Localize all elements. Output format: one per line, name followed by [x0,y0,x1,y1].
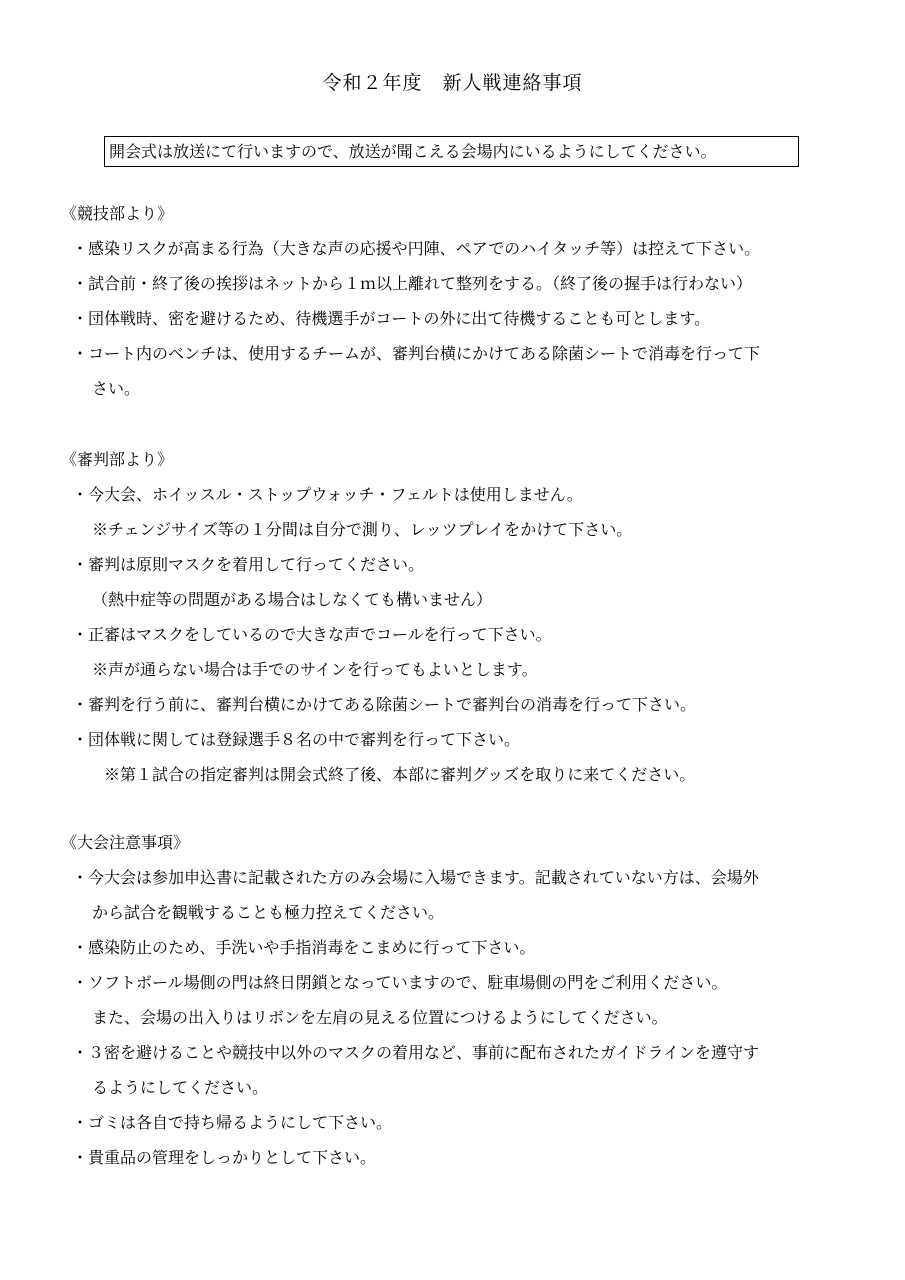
list-item-continuation: さい。 [92,379,141,398]
list-item: ・３密を避けることや競技中以外のマスクの着用など、事前に配布されたガイドラインを遵守す [72,1043,760,1062]
section-heading-tournament-notes: 《大会注意事項》 [61,833,190,852]
list-item: ・感染防止のため、手洗いや手指消毒をこまめに行って下さい。 [72,938,536,957]
opening-ceremony-notice-box: 開会式は放送にて行いますので、放送が聞こえる会場内にいるようにしてください。 [104,136,799,167]
list-item-continuation: また、会場の出入りはリボンを左肩の見える位置につけるようにしてください。 [92,1008,668,1027]
list-item-continuation: るようにしてください。 [92,1078,269,1097]
list-item: ・感染リスクが高まる行為（大きな声の応援や円陣、ペアでのハイタッチ等）は控えて下さい。 [72,239,761,258]
list-item: ・審判は原則マスクを着用して行ってください。 [72,555,425,574]
list-item: ・コート内のベンチは、使用するチームが、審判台横にかけてある除菌シートで消毒を行って下 [72,344,761,363]
list-item-note: ※声が通らない場合は手でのサインを行ってもよいとします。 [92,660,538,679]
list-item-note: ※チェンジサイズ等の１分間は自分で測り、レッツプレイをかけて下さい。 [92,520,633,539]
section-heading-competition: 《競技部より》 [61,204,174,223]
list-item: ・団体戦時、密を避けるため、待機選手がコートの外に出て待機することも可とします。 [72,309,711,328]
list-item: ・貴重品の管理をしっかりとして下さい。 [72,1148,377,1167]
page-title: 令和２年度 新人戦連絡事項 [322,72,583,94]
list-item-note: （熱中症等の問題がある場合はしなくても構いません） [92,590,493,609]
list-item: ・審判を行う前に、審判台横にかけてある除菌シートで審判台の消毒を行って下さい。 [72,695,697,714]
list-item: ・試合前・終了後の挨拶はネットから１ｍ以上離れて整列をする。（終了後の握手は行わない） [72,274,753,293]
list-item-note: ※第１試合の指定審判は開会式終了後、本部に審判グッズを取りに来てください。 [104,765,696,784]
list-item: ・ゴミは各自で持ち帰るようにして下さい。 [72,1113,393,1132]
list-item-continuation: から試合を観戦することも極力控えてください。 [92,903,445,922]
list-item: ・今大会、ホイッスル・ストップウォッチ・フェルトは使用しません。 [72,485,583,504]
list-item: ・今大会は参加申込書に記載された方のみ会場に入場できます。記載されていない方は、会場外 [72,868,759,887]
section-heading-referee: 《審判部より》 [61,450,174,469]
list-item: ・ソフトボール場側の門は終日閉鎖となっていますので、駐車場側の門をご利用ください。 [72,973,728,992]
list-item: ・団体戦に関しては登録選手８名の中で審判を行って下さい。 [72,730,521,749]
list-item: ・正審はマスクをしているので大きな声でコールを行って下さい。 [72,625,552,644]
